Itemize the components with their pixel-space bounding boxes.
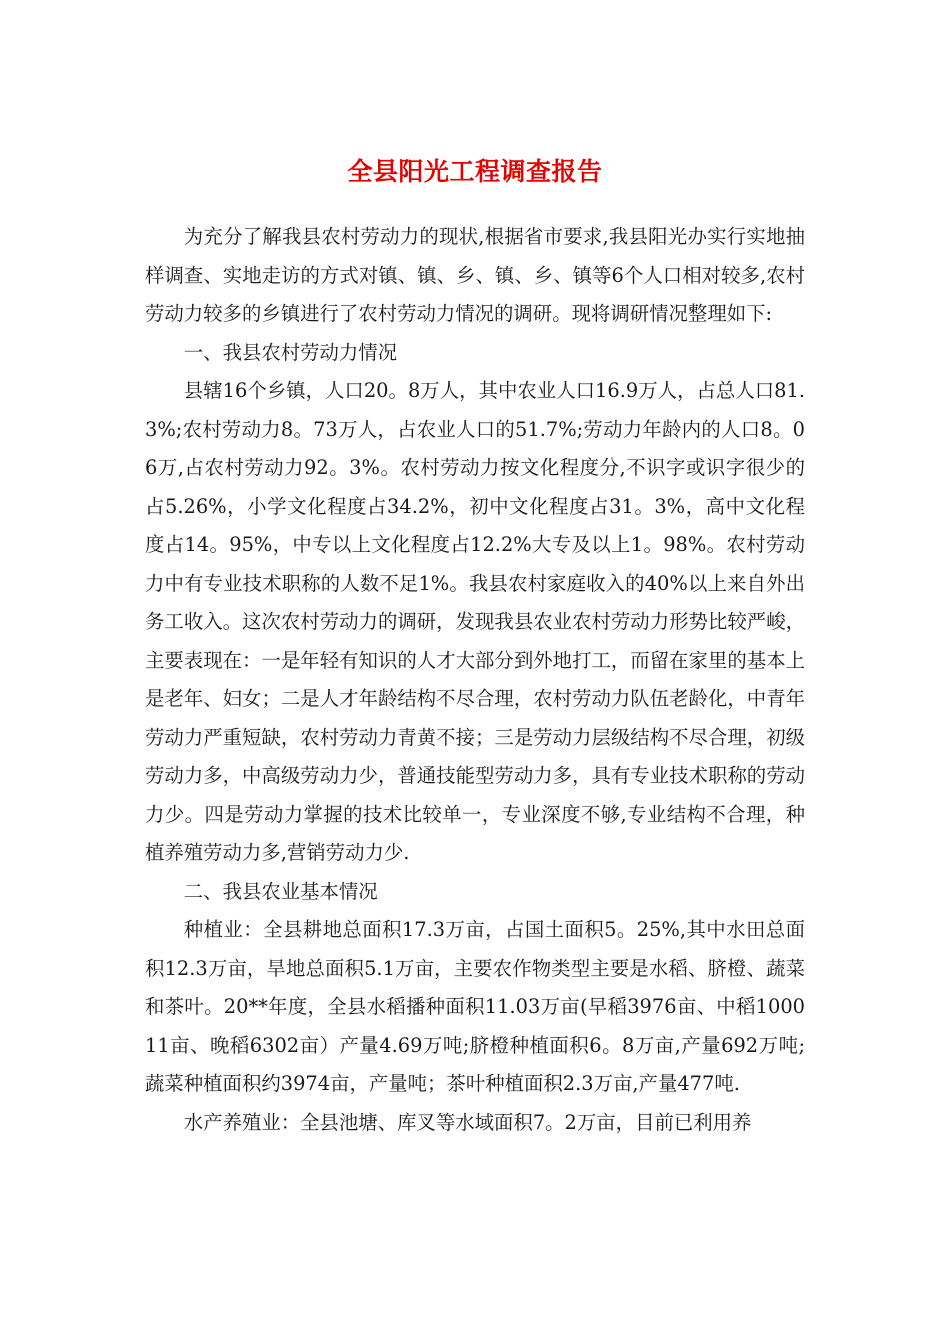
- section-2-paragraph-2: 水产养殖业：全县池塘、库叉等水域面积7。2万亩，目前已利用养: [183, 1110, 752, 1134]
- section-2-paragraph: 种植业：全县耕地总面积17.3万亩，占国土面积5。25%,其中水田总面积12.3万亩，旱地总面积5.1万亩，主要农作物类型主要是水稻、脐橙、蔬菜和茶叶。20**年度，全县水稻播种面积11.03万亩(早稻3976亩、中稻100011亩、晚稻6302亩）产量4.69万吨;脐橙种植面积6。8万亩,产量692万吨;蔬菜种植面积约3974亩，产量吨；茶叶种植面积2.3万亩,产量477吨.: [145, 918, 805, 1095]
- intro-paragraph: 为充分了解我县农村劳动力的现状,根据省市要求,我县阳光办实行实地抽样调查、实地走访的方式对镇、镇、乡、镇、乡、镇等6个人口相对较多,农村劳动力较多的乡镇进行了农村劳动力情况的调研。现将调研情况整理如下:: [145, 225, 805, 325]
- section-1-heading: 一、我县农村劳动力情况: [183, 340, 398, 364]
- document-title: 全县阳光工程调查报告: [347, 157, 603, 186]
- section-2-heading: 二、我县农业基本情况: [183, 879, 378, 903]
- document-body: [145, 218, 805, 1142]
- section-1-paragraph: 县辖16个乡镇，人口20。8万人，其中农业人口16.9万人，占总人口81.3%;农村劳动力8。73万人，占农业人口的51.7%;劳动力年龄内的人口8。06万,占农村劳动力92。3%。农村劳动力按文化程度分,不识字或识字很少的占5.26%，小学文化程度占34.2%，初中文化程度占31。3%，高中文化程度占14。95%，中专以上文化程度占12.2%大专及以上1。98%。农村劳动力中有专业技术职称的人数不足1%。我县农村家庭收入的40%以上来自外出务工收入。这次农村劳动力的调研，发现我县农业农村劳动力形势比较严峻，主要表现在：一是年轻有知识的人才大部分到外地打工，而留在家里的基本上是老年、妇女；二是人才年龄结构不尽合理，农村劳动力队伍老龄化，中青年劳动力严重短缺，农村劳动力青黄不接；三是劳动力层级结构不尽合理，初级劳动力多，中高级劳动力少，普通技能型劳动力多，具有专业技术职称的劳动力少。四是劳动力掌握的技术比较单一，专业深度不够,专业结构不合理，种植养殖劳动力多,营销劳动力少.: [145, 379, 805, 864]
